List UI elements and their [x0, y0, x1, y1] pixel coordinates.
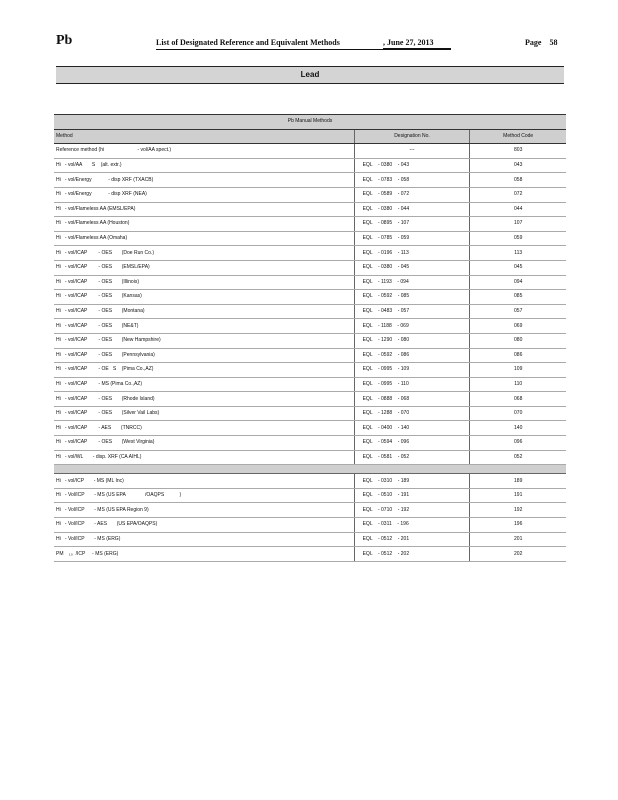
method-code-cell: 044 [470, 202, 566, 217]
designation-cell: EQL - 0512 - 202 [354, 547, 470, 562]
method-cell: Hi - vol/Flameless AA (EMSL/EPA) [54, 202, 354, 217]
table-row [54, 377, 566, 392]
designation-cell: EQL - 0510 - 191 [354, 488, 470, 503]
designation-cell: EQL - 0895 - 107 [354, 217, 470, 232]
designation-cell: EQL - 0400 - 140 [354, 421, 470, 436]
method-code-cell: 080 [470, 333, 566, 348]
designation-cell: EQL - 0311 - 196 [354, 518, 470, 533]
designation-cell: EQL - 0710 - 192 [354, 503, 470, 518]
page-indicator [525, 38, 557, 47]
method-code-cell: 196 [470, 518, 566, 533]
method-cell: Hi - vol/Flameless AA (Houston) [54, 217, 354, 232]
method-code-cell: 110 [470, 377, 566, 392]
table-row [54, 275, 566, 290]
method-code-cell: 191 [470, 488, 566, 503]
table-row [54, 304, 566, 319]
table-body [54, 144, 566, 562]
designation-cell: EQL - 0380 - 043 [354, 158, 470, 173]
method-cell: Hi - vol/WL - disp. XRF (CA AIHL) [54, 450, 354, 465]
method-cell: PM ₁₀ /ICP - MS (ERG) [54, 547, 354, 562]
designation-cell: EQL - 0995 - 110 [354, 377, 470, 392]
method-cell: Hi - Vol/ICP - MS (ERG) [54, 532, 354, 547]
method-cell: Hi - Vol/ICP - MS (US EPA Region 9) [54, 503, 354, 518]
method-code-cell: 052 [470, 450, 566, 465]
date-text: June 27, 2013 [387, 38, 434, 47]
page-label: Page [525, 38, 542, 47]
method-cell: Hi - vol/ICAP - OES (Kansas) [54, 290, 354, 305]
method-cell: Hi - vol/ICAP - OES (New Hampshire) [54, 333, 354, 348]
method-cell: Hi - vol/ICAP - OES (Silver Vail Labs) [54, 406, 354, 421]
method-cell: Hi - vol/ICAP - OES (Montana) [54, 304, 354, 319]
table-row [54, 488, 566, 503]
table-row [54, 231, 566, 246]
method-cell: Hi - vol/ICAP - MS (Pima Co.,AZ) [54, 377, 354, 392]
method-cell: Hi - vol/ICAP - OES (Doe Run Co.) [54, 246, 354, 261]
method-code-cell: 094 [470, 275, 566, 290]
table-header-row [54, 129, 566, 144]
designation-cell: EQL - 0589 - 072 [354, 187, 470, 202]
method-cell: Hi - vol/Flameless AA (Omaha) [54, 231, 354, 246]
method-code-cell: 202 [470, 547, 566, 562]
table-row [54, 202, 566, 217]
page-number: 58 [549, 38, 558, 47]
method-cell: Hi - vol/Energy - disp XRF (TXACB) [54, 173, 354, 188]
designation-cell: EQL - 0594 - 096 [354, 436, 470, 451]
table-title: Pb Manual Methods [54, 115, 566, 130]
designation-cell: EQL - 0310 - 189 [354, 474, 470, 489]
table-row [54, 348, 566, 363]
method-code-cell: 057 [470, 304, 566, 319]
table-row [54, 450, 566, 465]
title-underline [156, 49, 451, 50]
method-cell: Hi - vol/ICAP - OES (Illinois) [54, 275, 354, 290]
method-code-cell: 085 [470, 290, 566, 305]
method-cell: Hi - vol/ICAP - AES (TNRCC) [54, 421, 354, 436]
method-cell: Hi - vol/ICAP - OES (NE&T) [54, 319, 354, 334]
section-title: Lead [56, 66, 564, 84]
table-row [54, 158, 566, 173]
column-header-designation: Designation No. [354, 129, 470, 144]
table-row [54, 547, 566, 562]
document-date: , June 27, 2013 [383, 38, 451, 49]
table-row [54, 319, 566, 334]
table-row [54, 363, 566, 378]
document-title: List of Designated Reference and Equivalent Methods [156, 38, 340, 47]
table-row [54, 290, 566, 305]
method-code-cell: 070 [470, 406, 566, 421]
group-separator-row [54, 465, 566, 474]
method-code-cell: 140 [470, 421, 566, 436]
table-row [54, 333, 566, 348]
method-code-cell: 059 [470, 231, 566, 246]
method-code-cell: 113 [470, 246, 566, 261]
designation-cell: EQL - 1290 - 080 [354, 333, 470, 348]
method-code-cell: 109 [470, 363, 566, 378]
column-header-method-code: Method Code [470, 129, 566, 144]
table-row [54, 406, 566, 421]
pollutant-symbol: Pb [56, 33, 73, 48]
designation-cell: EQL - 0592 - 086 [354, 348, 470, 363]
designation-cell: EQL - 0196 - 113 [354, 246, 470, 261]
designation-cell: EQL - 0380 - 044 [354, 202, 470, 217]
designation-cell: EQL - 0512 - 201 [354, 532, 470, 547]
method-code-cell: 096 [470, 436, 566, 451]
method-cell: Hi - vol/ICP - MS (ML Inc) [54, 474, 354, 489]
designation-cell: --- [354, 144, 470, 159]
table-row [54, 187, 566, 202]
designation-cell: EQL - 0483 - 057 [354, 304, 470, 319]
table-row [54, 217, 566, 232]
table-row [54, 260, 566, 275]
method-cell: Hi - Vol/ICP - MS (US EPA /OAQPS ) [54, 488, 354, 503]
designation-cell: EQL - 1288 - 070 [354, 406, 470, 421]
designation-cell: EQL - 0581 - 052 [354, 450, 470, 465]
method-cell: Hi - vol/ICAP - OES (EMSL/EPA) [54, 260, 354, 275]
method-code-cell: 107 [470, 217, 566, 232]
method-code-cell: 045 [470, 260, 566, 275]
method-cell: Reference method (hi - vol/AA spect.) [54, 144, 354, 159]
method-cell: Hi - vol/ICAP - OE S (Pima Co.,AZ) [54, 363, 354, 378]
table-row [54, 518, 566, 533]
method-cell: Hi - vol/AA S (alt. extr.) [54, 158, 354, 173]
method-code-cell: 043 [470, 158, 566, 173]
method-code-cell: 072 [470, 187, 566, 202]
method-code-cell: 069 [470, 319, 566, 334]
method-code-cell: 201 [470, 532, 566, 547]
designation-cell: EQL - 0592 - 085 [354, 290, 470, 305]
table-row [54, 436, 566, 451]
group-separator [54, 465, 566, 474]
designation-cell: EQL - 0783 - 058 [354, 173, 470, 188]
method-code-cell: 192 [470, 503, 566, 518]
method-cell: Hi - vol/ICAP - OES (West Virginia) [54, 436, 354, 451]
method-code-cell: 803 [470, 144, 566, 159]
column-header-method: Method [54, 129, 354, 144]
table-row [54, 503, 566, 518]
designation-cell: EQL - 1188 - 069 [354, 319, 470, 334]
table-row [54, 173, 566, 188]
table-row [54, 392, 566, 407]
designation-cell: EQL - 0380 - 045 [354, 260, 470, 275]
reference-method-row [54, 144, 566, 159]
designation-cell: EQL - 0888 - 068 [354, 392, 470, 407]
method-cell: Hi - Vol/ICP - AES (US EPA/OAQPS) [54, 518, 354, 533]
method-code-cell: 189 [470, 474, 566, 489]
method-code-cell: 068 [470, 392, 566, 407]
table-title-row [54, 115, 566, 130]
table-row [54, 474, 566, 489]
table-row [54, 532, 566, 547]
table-row [54, 421, 566, 436]
table-row [54, 246, 566, 261]
methods-table [54, 114, 566, 562]
designation-cell: EQL - 0995 - 109 [354, 363, 470, 378]
method-cell: Hi - vol/ICAP - OES (Pennsylvania) [54, 348, 354, 363]
designation-cell: EQL - 0785 - 059 [354, 231, 470, 246]
designation-cell: EQL - 1193 - 094 [354, 275, 470, 290]
method-code-cell: 058 [470, 173, 566, 188]
method-cell: Hi - vol/ICAP - OES (Rhode Island) [54, 392, 354, 407]
method-code-cell: 086 [470, 348, 566, 363]
method-cell: Hi - vol/Energy - disp XRF (NEA) [54, 187, 354, 202]
